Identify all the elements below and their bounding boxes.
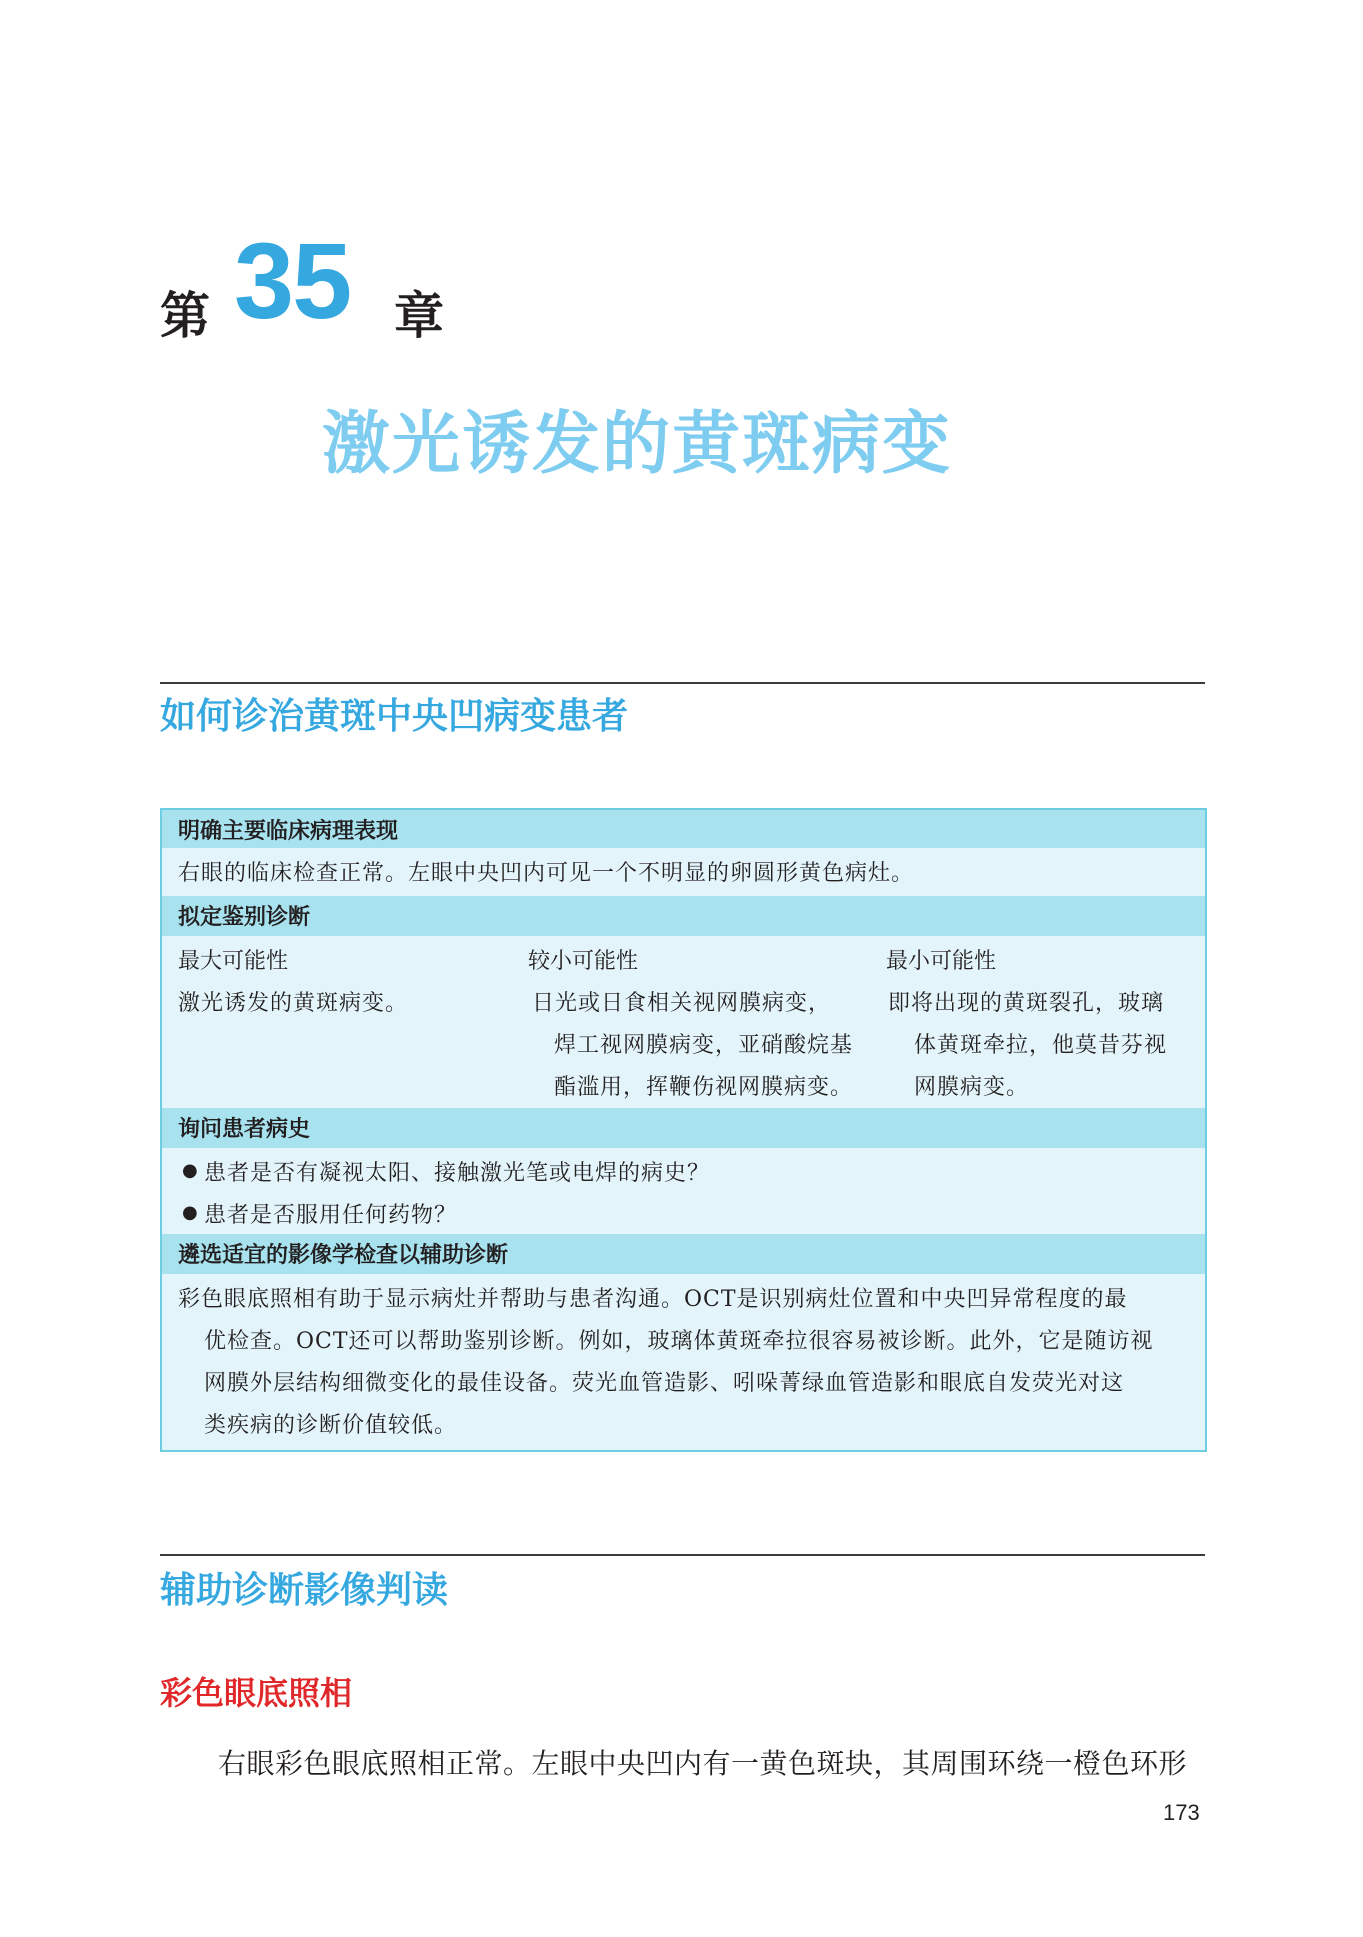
box-heading: 询问患者病史	[178, 1117, 311, 1142]
bullet-icon: ●	[182, 1202, 198, 1223]
box-heading: 明确主要临床病理表现	[178, 819, 399, 844]
column-heading: 最小可能性	[886, 949, 997, 974]
subsection-title: 彩色眼底照相	[160, 1674, 353, 1712]
chapter-title: 激光诱发的黄斑病变	[322, 404, 953, 484]
section-title: 辅助诊断影像判读	[160, 1569, 449, 1611]
section-divider	[160, 1554, 1205, 1556]
box-heading-band	[162, 810, 1205, 848]
column-line: 焊工视网膜病变，亚硝酸烷基	[554, 1033, 854, 1058]
history-question: 患者是否服用任何药物？	[204, 1203, 458, 1228]
column-heading: 最大可能性	[178, 949, 289, 974]
box-heading-band	[162, 896, 1205, 936]
imaging-text-line: 彩色眼底照相有助于显示病灶并帮助与患者沟通。OCT是识别病灶位置和中央凹异常程度的最	[178, 1287, 1128, 1312]
box-heading: 拟定鉴别诊断	[178, 905, 311, 930]
column-line: 激光诱发的黄斑病变。	[178, 991, 409, 1016]
column-line: 即将出现的黄斑裂孔，玻璃	[888, 991, 1165, 1016]
section-divider	[160, 682, 1205, 684]
clinical-findings-text: 右眼的临床检查正常。左眼中央凹内可见一个不明显的卵圆形黄色病灶。	[178, 861, 915, 886]
imaging-text-line: 网膜外层结构细微变化的最佳设备。荧光血管造影、吲哚菁绿血管造影和眼底自发荧光对这	[204, 1371, 1125, 1396]
imaging-text-line: 优检查。OCT还可以帮助鉴别诊断。例如，玻璃体黄斑牵拉很容易被诊断。此外，它是随访视	[204, 1329, 1154, 1354]
chapter-prefix: 第	[160, 286, 210, 345]
box-heading: 遴选适宜的影像学检查以辅助诊断	[178, 1243, 509, 1268]
history-question: 患者是否有凝视太阳、接触激光笔或电焊的病史？	[204, 1161, 711, 1186]
box-heading-band	[162, 1108, 1205, 1148]
column-line: 酯滥用，挥鞭伤视网膜病变。	[554, 1075, 854, 1100]
box-heading-band	[162, 1234, 1205, 1274]
body-paragraph: 右眼彩色眼底照相正常。左眼中央凹内有一黄色斑块，其周围环绕一橙色环形	[218, 1747, 1188, 1780]
section-title: 如何诊治黄斑中央凹病变患者	[160, 695, 629, 737]
column-line: 网膜病变。	[914, 1075, 1030, 1100]
bullet-icon: ●	[182, 1160, 198, 1181]
column-line: 体黄斑牵拉，他莫昔芬视	[914, 1033, 1168, 1058]
page-number: 173	[1163, 1800, 1200, 1825]
diagnosis-box	[160, 808, 1207, 1452]
column-line: 日光或日食相关视网膜病变，	[532, 991, 832, 1016]
imaging-text-line: 类疾病的诊断价值较低。	[204, 1413, 458, 1438]
chapter-suffix: 章	[394, 286, 444, 345]
column-heading: 较小可能性	[528, 949, 639, 974]
chapter-number: 35	[234, 220, 351, 341]
